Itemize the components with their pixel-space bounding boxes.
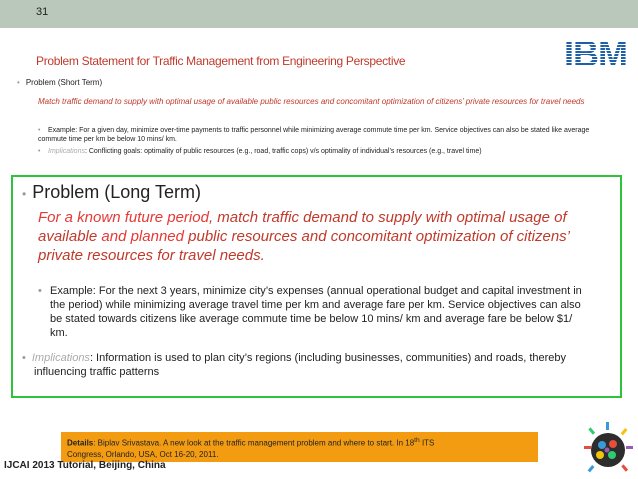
short-term-implications-text: : Conflicting goals: optimality of public resources (e.g., road, traffic cops) v/s optimality of individual’s resources (e.g., travel time) [84,148,482,155]
details-text-1: : Biplav Srivastava. A new look at the traffic management problem and where to start. In 18 [93,438,415,448]
short-term-description: Match traffic demand to supply with optimal usage of available public resources and concomitant optimization of citizens’ private resources for travel needs [38,97,585,106]
long-term-example-l2: the period) while minimizing average travel time per km and average fare per km. Service objectives can also [50,299,581,311]
short-term-implications: • Implications: Conflicting goals: optimality of public resources (e.g., road, traffic cops) v/s optimality of individual’s resources (e.g., travel time) [38,148,482,155]
ijcai-emblem-icon [580,418,636,476]
short-term-heading-text: Problem (Short Term) [25,78,103,87]
short-term-implications-label: Implications [48,148,85,155]
long-term-heading: • Problem (Long Term) [22,182,201,202]
long-term-desc-3: and planned [101,228,184,245]
details-label: Details [67,438,94,448]
top-band [0,0,638,28]
long-term-example-l1: Example: For the next 3 years, minimize city’s expenses (annual operational budget and capital investment in [50,285,582,297]
long-term-heading-text: Problem (Long Term) [32,182,201,202]
details-box [61,432,538,462]
details-text-2: ITS [419,438,435,448]
long-term-implications-label: Implications [31,352,90,364]
slide-title: Problem Statement for Traffic Management from Engineering Perspective [36,54,406,68]
long-term-example: • Example: For the next 3 years, minimize city’s expenses (annual operational budget and capital investment in the period) while minimizing average travel time per km and average fare per km. Service objectives can also be stated towards citizens like average commute time be below 10 mins/ km and average fare be below $1/ km. [38,284,618,340]
ibm-logo-icon [563,33,631,69]
long-term-example-l4: km. [50,327,68,339]
long-term-description [38,208,598,265]
short-term-heading: • Problem (Short Term) [17,78,103,87]
footer-text: IJCAI 2013 Tutorial, Beijing, China [4,460,166,471]
long-term-desc-1: For a known future period [38,209,209,226]
long-term-implications-l1: : Information is used to plan city’s regions (including businesses, communities) and roads, thereby [89,352,567,364]
long-term-implications-l2: influencing traffic patterns [34,366,160,378]
short-term-example: • Example: For a given day, minimize over-time payments to traffic personnel while minimizing average commute time per km. Service objectives can also be stated like average commute time per km be below 10 mins/ km. [38,127,590,143]
long-term-example-l3: be stated towards citizens like average commute time be below 10 mins/ km and average fare be below $1/ [50,313,573,325]
slide-number: 31 [36,6,49,18]
short-term-example-text: Example: For a given day, minimize over-time payments to traffic personnel while minimizing average commute time per km. Service objectives can also be stated like average commute time per km be below 10 mins/ km. [38,127,590,143]
details-text-3: Congress, Orlando, USA, Oct 16-20, 2011. [67,449,219,459]
long-term-desc-4: public resources and concomitant optimization of citizens’ private resources for travel needs. [38,228,570,264]
details-sup: th [414,437,420,444]
long-term-implications: • Implications: Information is used to plan city’s regions (including businesses, communities) and roads, thereby influencing traffic patterns [22,351,612,379]
long-term-desc-2: , match traffic demand to supply with optimal usage of available [38,209,567,245]
